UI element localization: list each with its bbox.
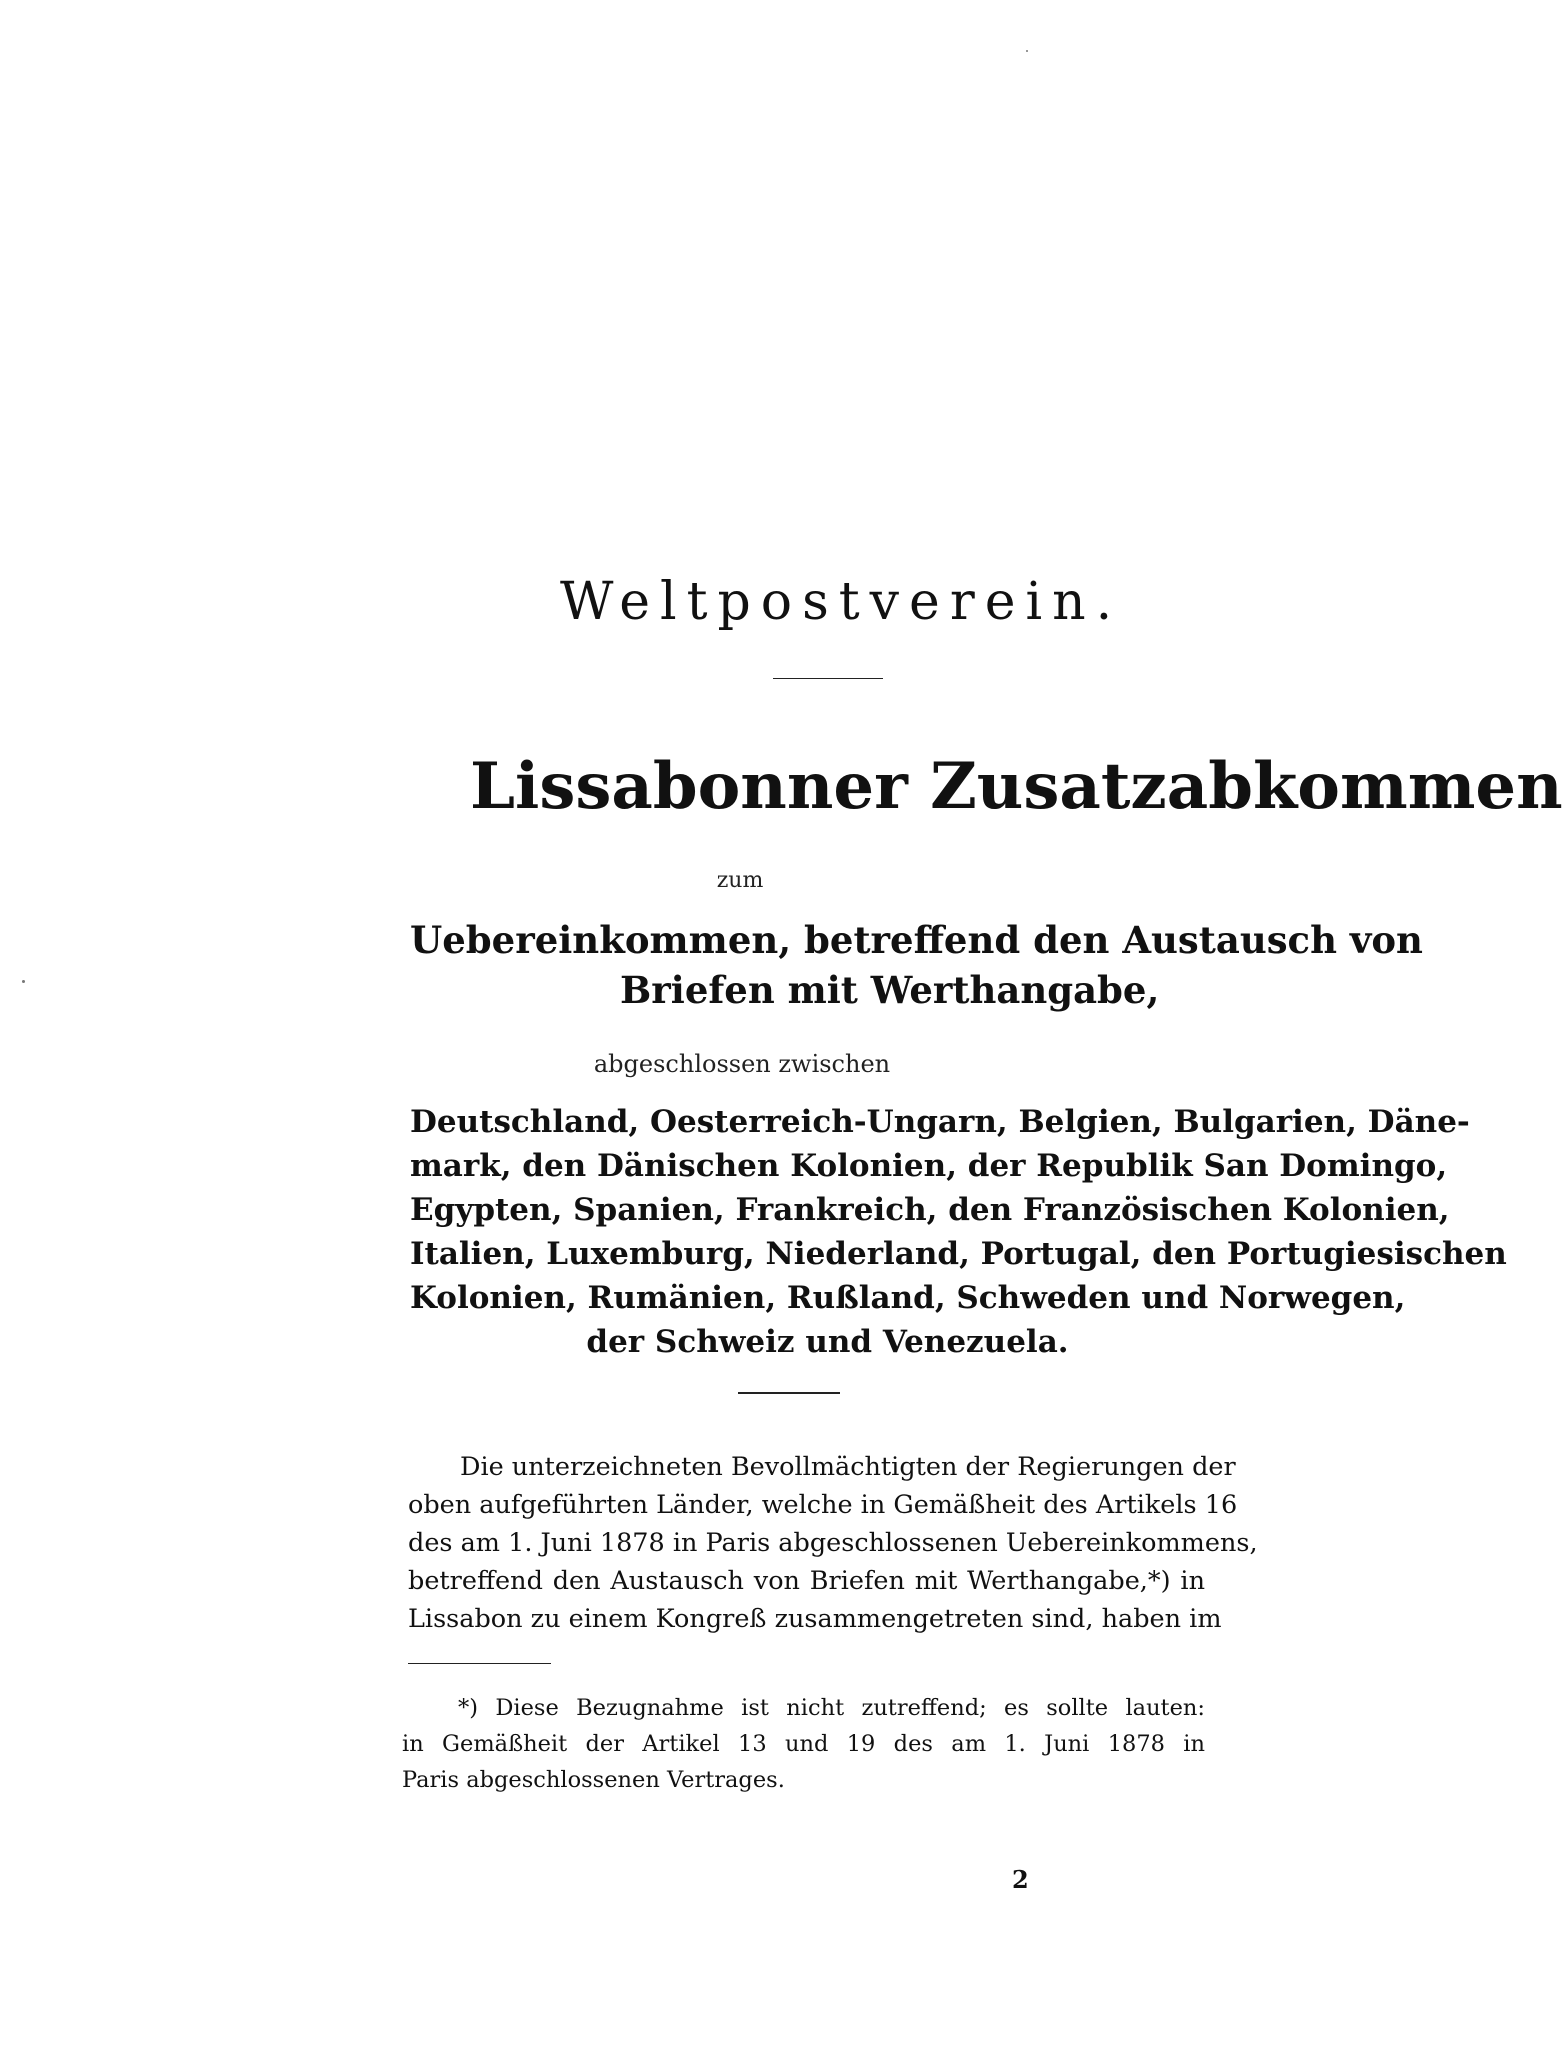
section-rule (738, 1392, 840, 1394)
connector-abgeschlossen: abgeschlossen zwischen (593, 1050, 891, 1078)
scan-speck (22, 980, 25, 983)
countries-line: mark, den Dänischen Kolonien, der Republik San Domingo, (410, 1148, 1448, 1184)
subtitle-line-2: Briefen mit Werthangabe, (620, 968, 1160, 1012)
connector-zum: zum (716, 868, 764, 893)
countries-line: Italien, Luxemburg, Niederland, Portugal, den Portugiesischen (410, 1236, 1507, 1272)
countries-line: Egypten, Spanien, Frankreich, den Französischen Kolonien, (410, 1192, 1450, 1228)
scan-speck (1026, 50, 1028, 52)
body-line: oben aufgeführten Länder, welche in Gemäßheit des Artikels 16 (408, 1490, 1238, 1520)
main-title: Lissabonner Zusatzabkommen (470, 749, 1563, 824)
footnote-line: Paris abgeschlossenen Vertrages. (402, 1767, 785, 1793)
page-number: 2 (1012, 1865, 1029, 1894)
countries-line: Deutschland, Oesterreich-Ungarn, Belgien, Bulgarien, Däne- (410, 1104, 1470, 1140)
body-line: Die unterzeichneten Bevollmächtigten der Regierungen der (460, 1452, 1236, 1482)
footnote-line: in Gemäßheit der Artikel 13 und 19 des am 1. Juni 1878 in (402, 1731, 1205, 1757)
footnote-line: *) Diese Bezugnahme ist nicht zutreffend; es sollte lauten: (458, 1695, 1205, 1721)
countries-line: Kolonien, Rumänien, Rußland, Schweden und Norwegen, (410, 1280, 1406, 1316)
header-rule (773, 678, 883, 679)
body-line: Lissabon zu einem Kongreß zusammengetreten sind, haben im (408, 1604, 1222, 1634)
footnote-rule (408, 1663, 551, 1664)
header-title: Weltpostverein. (560, 572, 1123, 632)
countries-line: der Schweiz und Venezuela. (586, 1324, 1069, 1360)
countries-list (410, 1100, 1507, 1364)
body-paragraph (408, 1448, 1258, 1638)
body-line: des am 1. Juni 1878 in Paris abgeschlossenen Uebereinkommens, (408, 1528, 1258, 1558)
body-line: betreffend den Austausch von Briefen mit Werthangabe,*) in (408, 1566, 1205, 1596)
footnote (402, 1690, 1205, 1798)
subtitle-line-1: Uebereinkommen, betreffend den Austausch von (410, 918, 1423, 962)
